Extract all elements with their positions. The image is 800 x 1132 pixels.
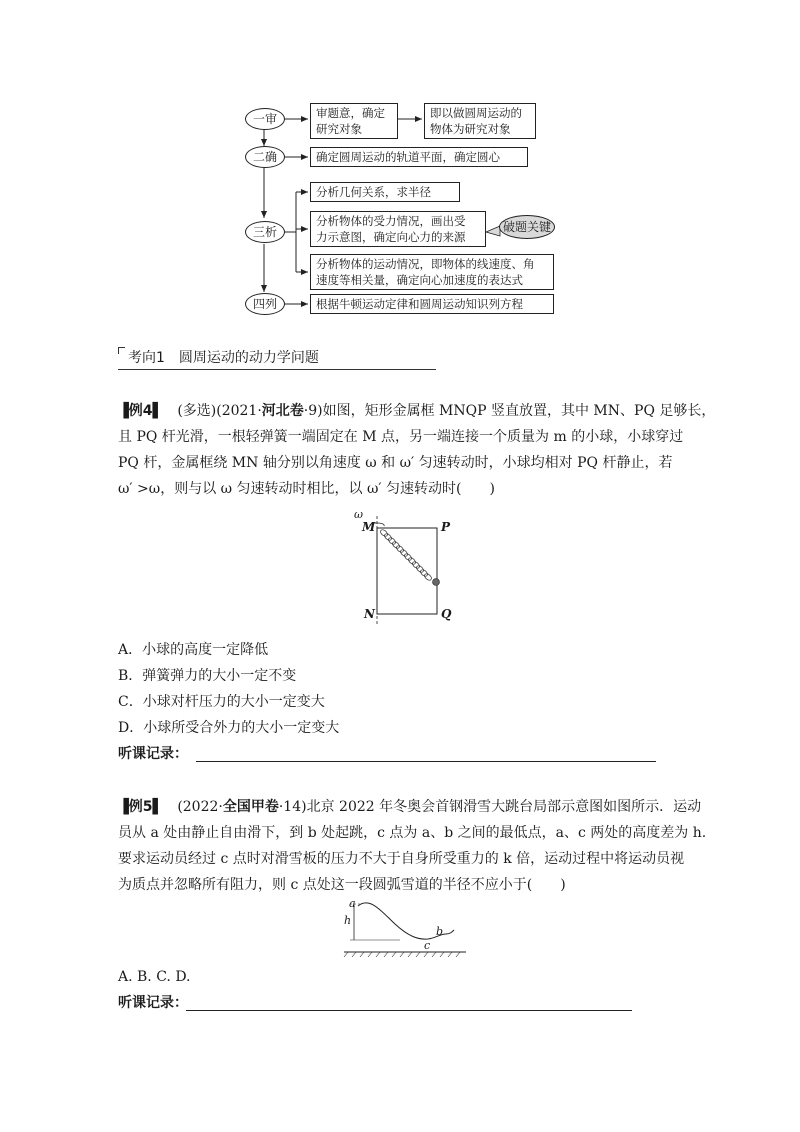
ex5-label-b: b bbox=[436, 925, 444, 938]
ex5-label-a: a bbox=[349, 897, 356, 910]
ex4-option-b: B．弹簧弹力的大小一定不变 bbox=[118, 668, 297, 684]
section-heading bbox=[118, 347, 436, 370]
ex5-options: A. B. C. D. bbox=[118, 969, 191, 985]
ex4-line-1: ▐例4▌ (多选)(2021·河北卷·9)如图，矩形金属框 MNQP 竖直放置，其中 MN、PQ 足够长， bbox=[118, 403, 716, 419]
ex4-line-2: 且 PQ 杆光滑，一根轻弹簧一端固定在 M 点，另一端连接一个质量为 m 的小球，小球穿过 bbox=[118, 429, 684, 445]
ex5-label-h: h bbox=[344, 914, 352, 927]
step-3-box-3: 分析物体的运动情况，即物体的线速度、角 速度等相关量，确定向心加速度的表达式 bbox=[310, 254, 554, 290]
ex5-notes-label: 听课记录： bbox=[118, 995, 188, 1011]
ex5-slope-figure bbox=[340, 896, 470, 958]
ex5-line-4: 为质点并忽略所有阻力，则 c 点处这一段圆弧雪道的半径不应小于( ) bbox=[118, 877, 566, 893]
ex5-line-3: 要求运动员经过 c 点时对滑雪板的压力不大于自身所受重力的 k 倍，运动过程中将运动员视 bbox=[118, 851, 685, 867]
step-1-node: 一审 bbox=[245, 108, 285, 130]
ex5-line-2: 员从 a 处由静止自由滑下，到 b 处起跳，c 点为 a、b 之间的最低点，a、c 两处的高度差为 h. bbox=[118, 825, 707, 841]
step-2-box: 确定圆周运动的轨道平面，确定圆心 bbox=[310, 147, 528, 167]
step-2-node: 二确 bbox=[245, 146, 285, 168]
ex4-omega-label: ω bbox=[354, 508, 363, 521]
ex4-option-d: D．小球所受合外力的大小一定变大 bbox=[118, 720, 340, 736]
step-3-box-1: 分析几何关系，求半径 bbox=[310, 182, 460, 202]
ex4-option-c: C．小球对杆压力的大小一定变大 bbox=[118, 694, 325, 710]
ex4-option-a: A．小球的高度一定降低 bbox=[118, 642, 269, 658]
step-4-node: 四列 bbox=[245, 293, 285, 315]
ex4-label-M: M bbox=[362, 520, 376, 534]
heading-corner-mark bbox=[118, 347, 125, 354]
section-heading-text: 考向1 圆周运动的动力学问题 bbox=[128, 350, 319, 366]
step-4-box: 根据牛顿运动定律和圆周运动知识列方程 bbox=[310, 294, 554, 314]
ex4-notes-line[interactable] bbox=[196, 761, 656, 762]
ex5-label-c: c bbox=[424, 939, 431, 952]
step-3-box-2: 分析物体的受力情况，画出受 力示意图，确定向心力的来源 bbox=[310, 211, 486, 247]
ex4-label-Q: Q bbox=[441, 607, 452, 621]
ex4-label-N: N bbox=[364, 607, 375, 621]
step-1-box-2: 即以做圆周运动的 物体为研究对象 bbox=[424, 103, 536, 139]
ex4-line-3: PQ 杆，金属框绕 MN 轴分别以角速度 ω 和 ω′ 匀速转动时，小球均相对 PQ 杆静止，若 bbox=[118, 455, 673, 471]
ex4-tag: ▐例4▌ bbox=[118, 403, 164, 419]
ex4-line-4: ω′ >ω，则与以 ω 匀速转动时相比，以 ω′ 匀速转动时( ) bbox=[118, 481, 495, 497]
ex5-notes-line[interactable] bbox=[186, 1010, 632, 1011]
step-1-box-1: 审题意，确定 研究对象 bbox=[310, 103, 398, 139]
key-point-callout: 破题关键 bbox=[499, 215, 555, 239]
ex5-tag: ▐例5▌ bbox=[118, 799, 164, 815]
step-3-node: 三析 bbox=[245, 221, 285, 243]
ex5-line-1: ▐例5▌ (2022·全国甲卷·14)北京 2022 年冬奥会首钢滑雪大跳台局部示意图如图所示．运动 bbox=[118, 799, 702, 815]
ex4-label-P: P bbox=[441, 520, 451, 534]
ex4-notes-label: 听课记录： bbox=[118, 746, 188, 762]
